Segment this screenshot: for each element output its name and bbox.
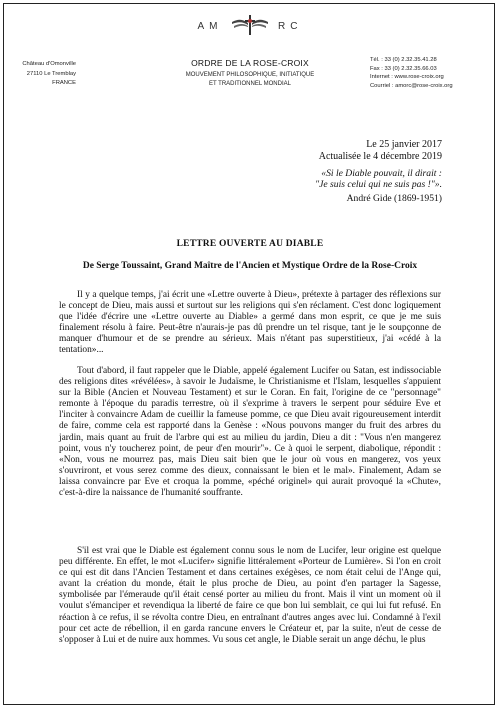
org-subtitle-line: ET TRADITIONNEL MONDIAL bbox=[209, 81, 291, 87]
contact-fax: Fax : 33 (0) 2.32.35.66.03 bbox=[370, 65, 437, 72]
address-line: FRANCE bbox=[52, 80, 76, 87]
body-paragraph bbox=[59, 546, 441, 646]
quote-line: «Si le Diable pouvait, il dirait : bbox=[321, 168, 442, 179]
address-line: 27110 Le Tremblay bbox=[26, 70, 76, 77]
date-line: Le 25 janvier 2017 bbox=[366, 139, 442, 150]
org-subtitle-line: MOUVEMENT PHILOSOPHIQUE, INITIATIQUE bbox=[185, 72, 315, 78]
brand-left: AM bbox=[197, 21, 223, 33]
amorc-logo bbox=[0, 14, 500, 39]
paragraph-text: Tout d'abord, il faut rappeler que le Diable, appelé également Lucifer ou Satan, est indissociable des religions dites «révélées», à savoir le Judaïsme, le Christianisme et l'Islam, lesquelles s'appuient sur la Bible (Ancien et Nouveau Testament) et sur le Coran. En fait, l'origine de ce "personnage" remonte à l'époque du paradis terrestre, où il s'exprime à travers le serpent pour séduire Eve et l'inciter à convaincre Adam de cueillir la fameuse pomme, ce que Dieu avait rigoureusement interdit de faire, comme cela est rapporté dans la Genèse : «Nous pouvons manger du fruit des arbres du jardin, mais quant au fruit de l'arbre qui est au milieu du jardin, Dieu a dit : "Vous n'en mangerez point, vous n'y toucherez point, de peur d'en mourir"». Ce à quoi le serpent, diabolique, répondit : «Non, vous ne mourrez pas, mais Dieu sait bien que le jour où vous en mangerez, vos yeux s'ouvriront, et vous serez comme des dieux, connaissant le bien et le mal». Finalement, Adam se laissa convaincre par Eve et croqua la pomme, «péché originel» qui aurait provoqué la «Chute», c'est-à-dire la naissance de l'humanité souffrante. bbox=[59, 366, 441, 499]
body-paragraph bbox=[59, 366, 441, 499]
document-subtitle: De Serge Toussaint, Grand Maître de l'Ancien et Mystique Ordre de la Rose-Croix bbox=[82, 261, 418, 271]
quote-line: "Je suis celui qui ne suis pas !"». bbox=[315, 179, 442, 190]
contact-info bbox=[370, 56, 453, 90]
letter-date bbox=[319, 139, 442, 162]
brand-right: RC bbox=[278, 21, 303, 33]
document-title: LETTRE OUVERTE AU DIABLE bbox=[176, 239, 324, 249]
contact-email: Courriel : amorc@rose-croix.org bbox=[370, 82, 453, 89]
paragraph-text: S'il est vrai que le Diable est également connu sous le nom de Lucifer, leur origine est quelque peu différente. En effet, le mot «Lucifer» signifie littéralement «Porteur de Lumière». Si l'on en croit ce qui est dit dans l'Ancien Testament et dans certaines exégèses, ce nom était celui de l'Ange qui, avant la création du monde, était le plus proche de Dieu, au point d'en partager la Sagesse, symbolisée par l'émeraude qu'il était censé porter au milieu du front. Mais il vint un moment où il voulut s'émanciper et revendiqua la liberté de faire ce que bon lui semblait, ce qui lui fut refusé. En réaction à ce refus, il se révolta contre Dieu, en entraînant d'autres anges avec lui. Condamné à l'exil pour cet acte de rébellion, il en garda rancune envers le Créateur et, par la suite, n'eut de cesse de s'opposer à Lui et de nuire aux hommes. Vu sous cet angle, le Diable serait un ange déchu, le plus bbox=[59, 546, 441, 645]
contact-website: Internet : www.rose-croix.org bbox=[370, 74, 444, 81]
body-paragraph bbox=[59, 290, 441, 357]
org-name: ORDRE DE LA ROSE-CROIX bbox=[191, 58, 309, 68]
address-line: Château d'Omonville bbox=[22, 61, 76, 67]
rosy-cross-emblem-icon bbox=[232, 14, 268, 39]
contact-phone: Tél. : 33 (0) 2.32.35.41.28 bbox=[370, 57, 437, 63]
date-updated-line: Actualisée le 4 décembre 2019 bbox=[318, 150, 442, 162]
epigraph-quote bbox=[315, 168, 442, 190]
paragraph-text: Il y a quelque temps, j'ai écrit une «Lettre ouverte à Dieu», prétexte à partager des réflexions sur le concept de Dieu, mais aussi et surtout sur les religions qui s'en réclament. C'est donc logiquement que l'idée d'écrire une «Lettre ouverte au Diable» a germé dans mon esprit, ce que je me suis finalement résolu à faire. Peut-être n'aurais-je pas dû prendre un tel risque, tant je le soupçonne de manquer d'humour et de se prendre au sérieux. Mais n'étant pas superstitieux, j'ai «cédé à la tentation»... bbox=[59, 290, 441, 356]
quote-author: André Gide (1869-1951) bbox=[346, 193, 442, 204]
